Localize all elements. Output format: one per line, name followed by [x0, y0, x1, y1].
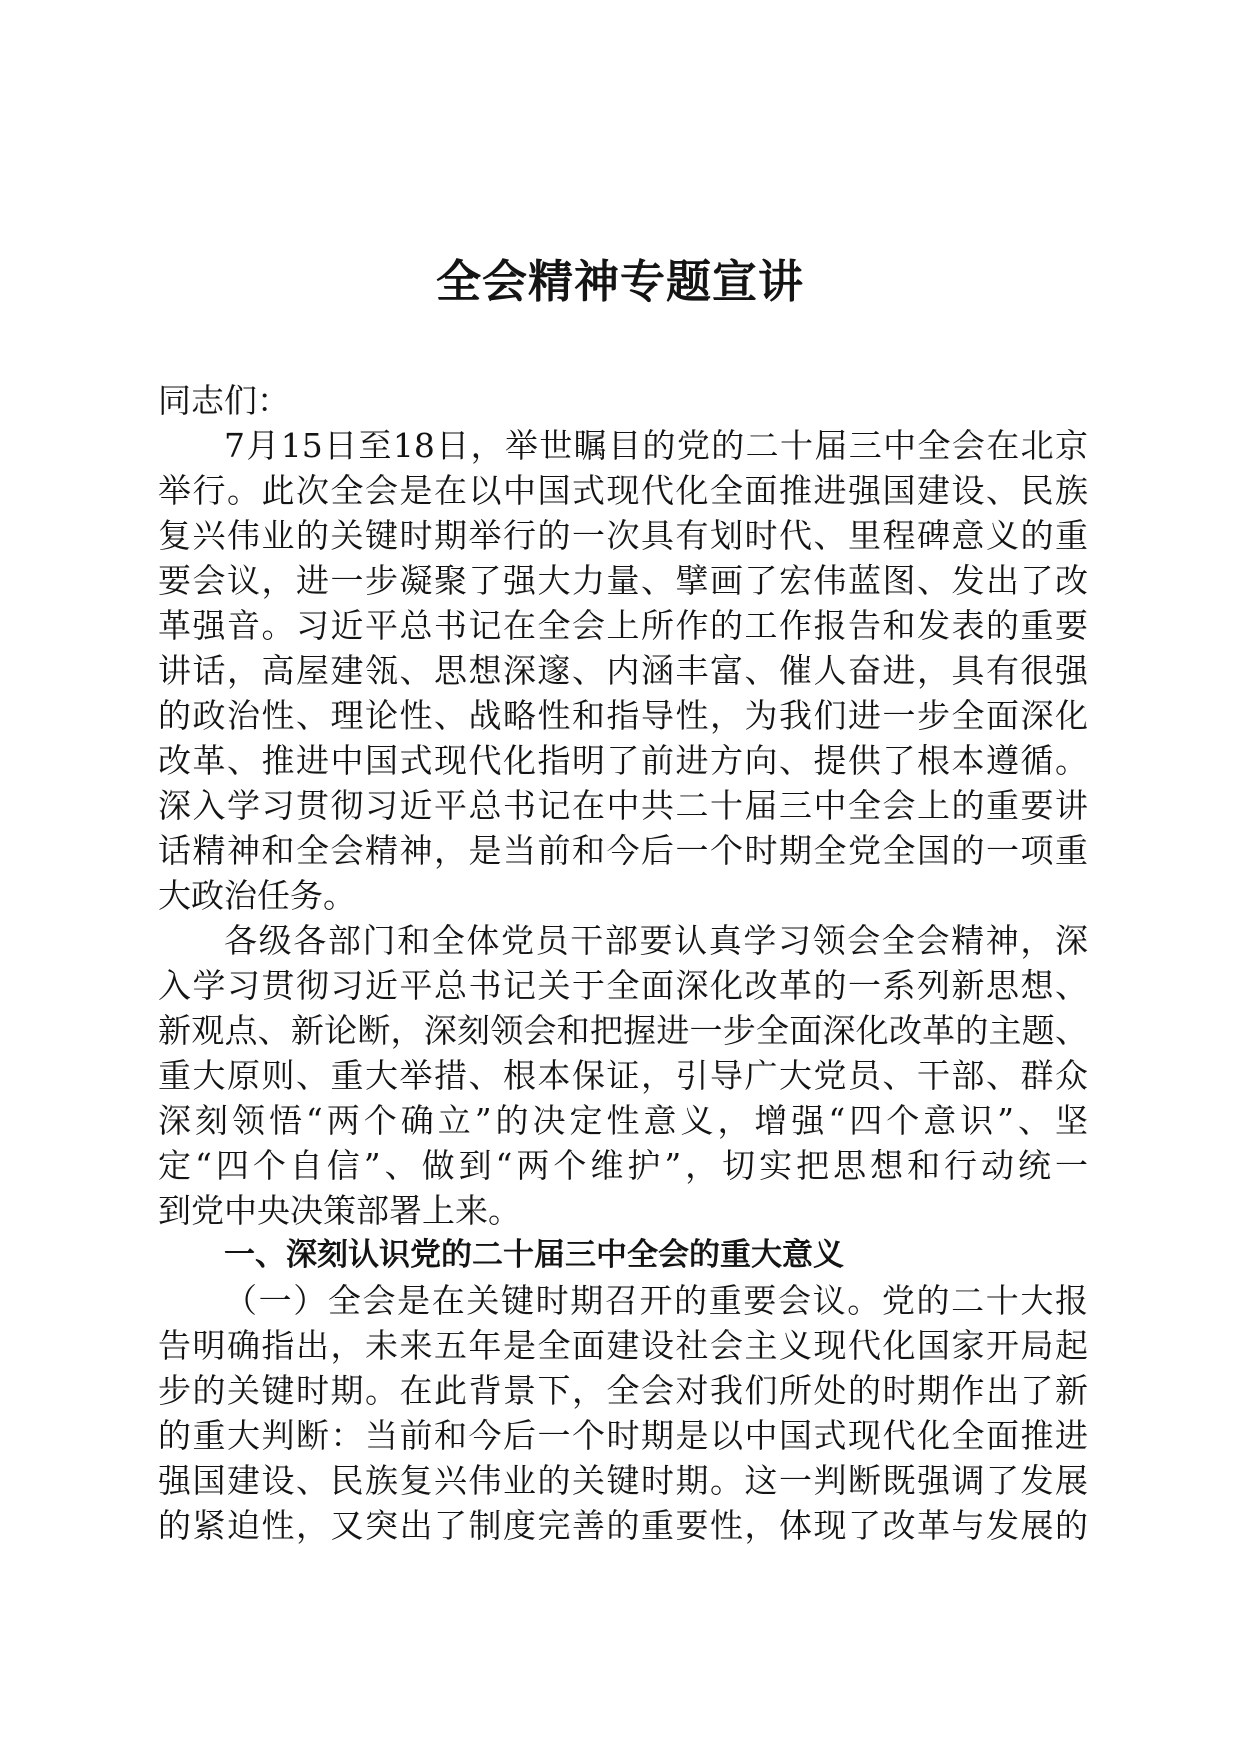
paragraph-2-line: 定“四个自信”、做到“两个维护”，切实把思想和行动统一 [158, 1146, 1088, 1185]
paragraph-2-line: 深刻领悟“两个确立”的决定性意义，增强“四个意识”、坚 [158, 1101, 1088, 1140]
paragraph-1-line: 话精神和全会精神，是当前和今后一个时期全党全国的一项重 [158, 831, 1088, 870]
section-heading: 一、深刻认识党的二十届三中全会的重大意义 [224, 1237, 844, 1273]
document-body [158, 378, 1088, 1548]
paragraph-3-line: 的紧迫性，又突出了制度完善的重要性，体现了改革与发展的 [158, 1506, 1088, 1545]
paragraph-1-line: 深入学习贯彻习近平总书记在中共二十届三中全会上的重要讲 [158, 786, 1088, 825]
paragraph-3-line: 的重大判断：当前和今后一个时期是以中国式现代化全面推进 [158, 1416, 1088, 1455]
paragraph-3-line: （一）全会是在关键时期召开的重要会议。党的二十大报 [224, 1281, 1088, 1320]
paragraph-2-line: 到党中央决策部署上来。 [158, 1191, 521, 1230]
paragraph-2-line: 重大原则、重大举措、根本保证，引导广大党员、干部、群众 [158, 1056, 1088, 1095]
paragraph-1-line: 要会议，进一步凝聚了强大力量、擘画了宏伟蓝图、发出了改 [158, 561, 1088, 600]
paragraph-1-line: 讲话，高屋建瓴、思想深邃、内涵丰富、催人奋进，具有很强 [158, 651, 1088, 690]
paragraph-1-line: 革强音。习近平总书记在全会上所作的工作报告和发表的重要 [158, 606, 1088, 645]
document-title: 全会精神专题宣讲 [435, 255, 804, 308]
salutation: 同志们： [158, 381, 290, 420]
paragraph-2-line: 新观点、新论断，深刻领会和把握进一步全面深化改革的主题、 [158, 1011, 1088, 1050]
paragraph-2-line: 各级各部门和全体党员干部要认真学习领会全会精神，深 [224, 921, 1088, 960]
paragraph-1-line: 复兴伟业的关键时期举行的一次具有划时代、里程碑意义的重 [158, 516, 1088, 555]
paragraph-1-line: 大政治任务。 [158, 876, 356, 915]
paragraph-1-line: 改革、推进中国式现代化指明了前进方向、提供了根本遵循。 [158, 741, 1088, 780]
paragraph-1-line: 的政治性、理论性、战略性和指导性，为我们进一步全面深化 [158, 696, 1088, 735]
paragraph-1-line: 7月15日至18日，举世瞩目的党的二十届三中全会在北京 [224, 426, 1088, 465]
paragraph-3-line: 步的关键时期。在此背景下，全会对我们所处的时期作出了新 [158, 1371, 1088, 1410]
paragraph-3-line: 告明确指出，未来五年是全面建设社会主义现代化国家开局起 [158, 1326, 1088, 1365]
paragraph-3-line: 强国建设、民族复兴伟业的关键时期。这一判断既强调了发展 [158, 1461, 1088, 1500]
paragraph-1-line: 举行。此次全会是在以中国式现代化全面推进强国建设、民族 [158, 471, 1088, 510]
paragraph-2-line: 入学习贯彻习近平总书记关于全面深化改革的一系列新思想、 [158, 966, 1088, 1005]
